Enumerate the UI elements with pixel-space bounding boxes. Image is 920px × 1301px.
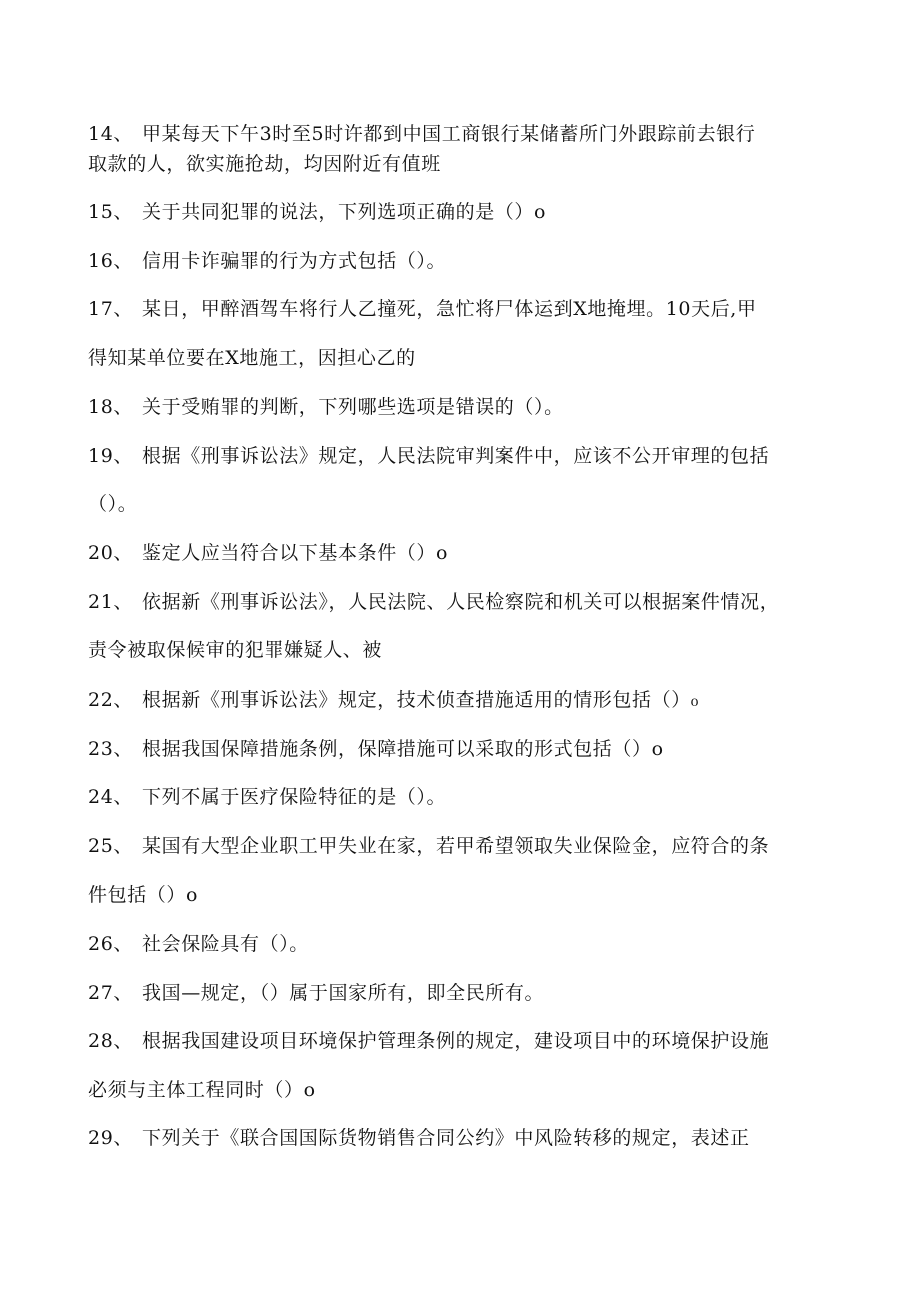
question-number: 23、: [88, 738, 133, 760]
question-25-continuation: 件包括（）o: [88, 884, 199, 906]
question-21: [88, 590, 838, 614]
question-14: [88, 122, 838, 146]
question-number: 21、: [88, 591, 133, 613]
question-17-continuation: 得知某单位要在X地施工，因担心乙的: [88, 347, 416, 369]
question-19: [88, 444, 838, 468]
question-number: 18、: [88, 396, 133, 418]
question-text: 某日，甲醉酒驾车将行人乙撞死，急忙将尸体运到X地掩埋。10天后,甲: [142, 298, 757, 320]
question-25: [88, 834, 838, 858]
question-text: 信用卡诈骗罪的行为方式包括（）。: [142, 250, 447, 272]
question-14-continuation: 取款的人，欲实施抢劫，均因附近有值班: [88, 153, 441, 175]
question-18: [88, 395, 838, 419]
question-number: 25、: [88, 835, 133, 857]
question-28: [88, 1029, 838, 1053]
question-number: 16、: [88, 250, 133, 272]
question-19-continuation: （）。: [88, 493, 138, 515]
question-20: [88, 541, 838, 565]
question-22: [88, 688, 838, 712]
question-text: 根据我国建设项目环境保护管理条例的规定，建设项目中的环境保护设施: [142, 1030, 770, 1052]
question-text: 根据我国保障措施条例，保障措施可以采取的形式包括（）o: [142, 738, 664, 760]
question-number: 26、: [88, 933, 133, 955]
question-26: [88, 932, 838, 956]
question-number: 29、: [88, 1127, 133, 1149]
question-text: 下列关于《联合国国际货物销售合同公约》中风险转移的规定，表述正: [142, 1127, 750, 1149]
question-16: [88, 249, 838, 273]
question-29: [88, 1126, 838, 1150]
question-21-continuation: 责令被取保候审的犯罪嫌疑人、被: [88, 639, 383, 661]
question-15: [88, 200, 838, 224]
question-text: 甲某每天下午3时至5时许都到中国工商银行某储蓄所门外跟踪前去银行: [142, 123, 756, 145]
question-number: 20、: [88, 542, 133, 564]
question-23: [88, 737, 838, 761]
question-text: 社会保险具有（）。: [142, 933, 309, 955]
question-number: 17、: [88, 298, 133, 320]
question-number: 24、: [88, 786, 133, 808]
question-number: 14、: [88, 123, 133, 145]
question-text: 根据《刑事诉讼法》规定，人民法院审判案件中，应该不公开审理的包括: [142, 445, 770, 467]
question-27: [88, 981, 838, 1005]
question-28-continuation: 必须与主体工程同时（）o: [88, 1079, 316, 1101]
question-number: 15、: [88, 201, 133, 223]
question-number: 27、: [88, 982, 133, 1004]
question-text: 我国—规定，（）属于国家所有，即全民所有。: [142, 982, 545, 1004]
question-text: 某国有大型企业职工甲失业在家，若甲希望领取失业保险金，应符合的条: [142, 835, 770, 857]
question-text: 下列不属于医疗保险特征的是（）。: [142, 786, 447, 808]
question-number: 19、: [88, 445, 133, 467]
question-number: 22、: [88, 689, 133, 711]
question-text: 依据新《刑事诉讼法》，人民法院、人民检察院和机关可以根据案件情况，: [142, 591, 780, 613]
question-24: [88, 785, 838, 809]
question-text: 根据新《刑事诉讼法》规定，技术侦查措施适用的情形包括（）₀: [142, 689, 700, 711]
question-text: 鉴定人应当符合以下基本条件（）o: [142, 542, 449, 564]
question-text: 关于共同犯罪的说法，下列选项正确的是（）o: [142, 201, 547, 223]
question-text: 关于受贿罪的判断，下列哪些选项是错误的（）。: [142, 396, 564, 418]
question-number: 28、: [88, 1030, 133, 1052]
question-17: [88, 297, 838, 321]
